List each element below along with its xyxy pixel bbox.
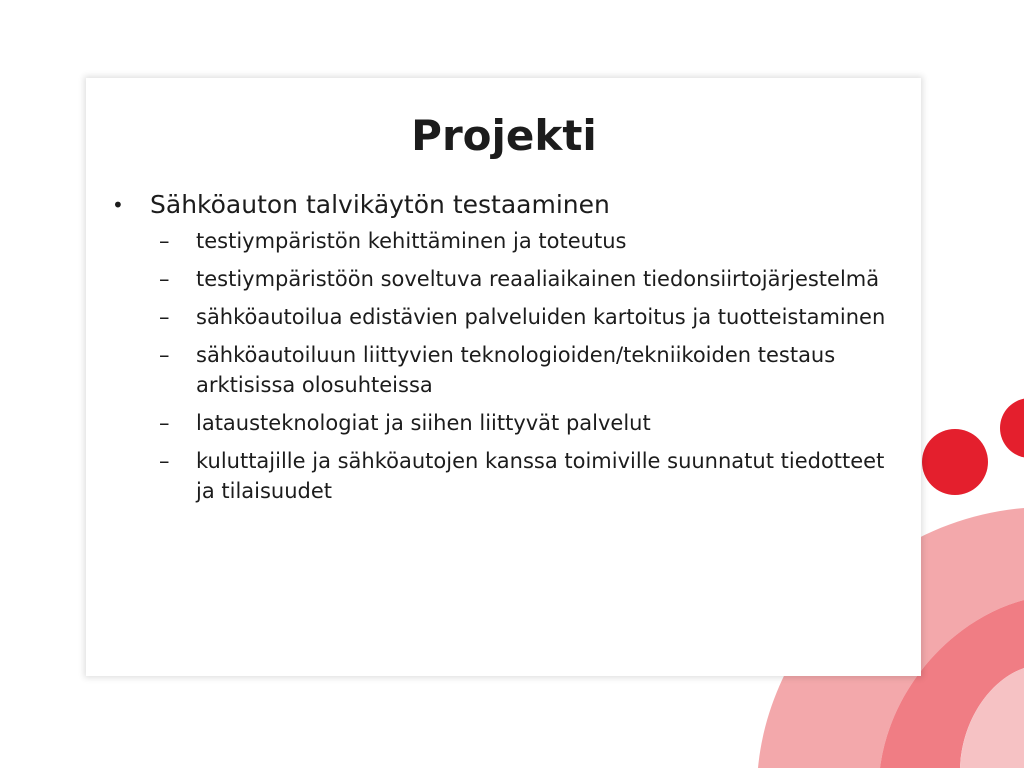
sub-bullet-text: kuluttajille ja sähköautojen kanssa toimiville suunnatut tiedotteet ja tilaisuudet — [196, 449, 885, 503]
sub-bullet-text: testiympäristön kehittäminen ja toteutus — [196, 229, 627, 253]
dash-marker: – — [159, 305, 170, 329]
sub-bullet-text: testiympäristöön soveltuva reaaliaikainen tiedonsiirtojärjestelmä — [196, 267, 880, 291]
sub-bullet-item — [108, 340, 898, 400]
bullet-marker: • — [112, 193, 124, 217]
red-dot-large — [922, 429, 988, 495]
red-dot-right — [1000, 398, 1024, 458]
sub-bullet-item — [108, 302, 898, 332]
dash-marker: – — [159, 449, 170, 473]
slide-title: Projekti — [411, 111, 597, 160]
sub-bullet-item — [108, 264, 898, 294]
dash-marker: – — [159, 411, 170, 435]
sub-bullet-text: sähköautoilua edistävien palveluiden kartoitus ja tuotteistaminen — [196, 305, 886, 329]
bullet-text: Sähköauton talvikäytön testaaminen — [150, 190, 610, 219]
dash-marker: – — [159, 343, 170, 367]
sub-bullet-text: sähköautoiluun liittyvien teknologioiden/tekniikoiden testaus arktisissa olosuhteissa — [196, 343, 836, 397]
dash-marker: – — [159, 229, 170, 253]
bullet-item-level1 — [108, 186, 898, 224]
sub-bullet-item — [108, 446, 898, 506]
bullet-list — [108, 186, 898, 514]
sub-bullet-text: latausteknologiat ja siihen liittyvät palvelut — [196, 411, 651, 435]
sub-bullet-item — [108, 226, 898, 256]
sub-bullet-item — [108, 408, 898, 438]
dash-marker: – — [159, 267, 170, 291]
